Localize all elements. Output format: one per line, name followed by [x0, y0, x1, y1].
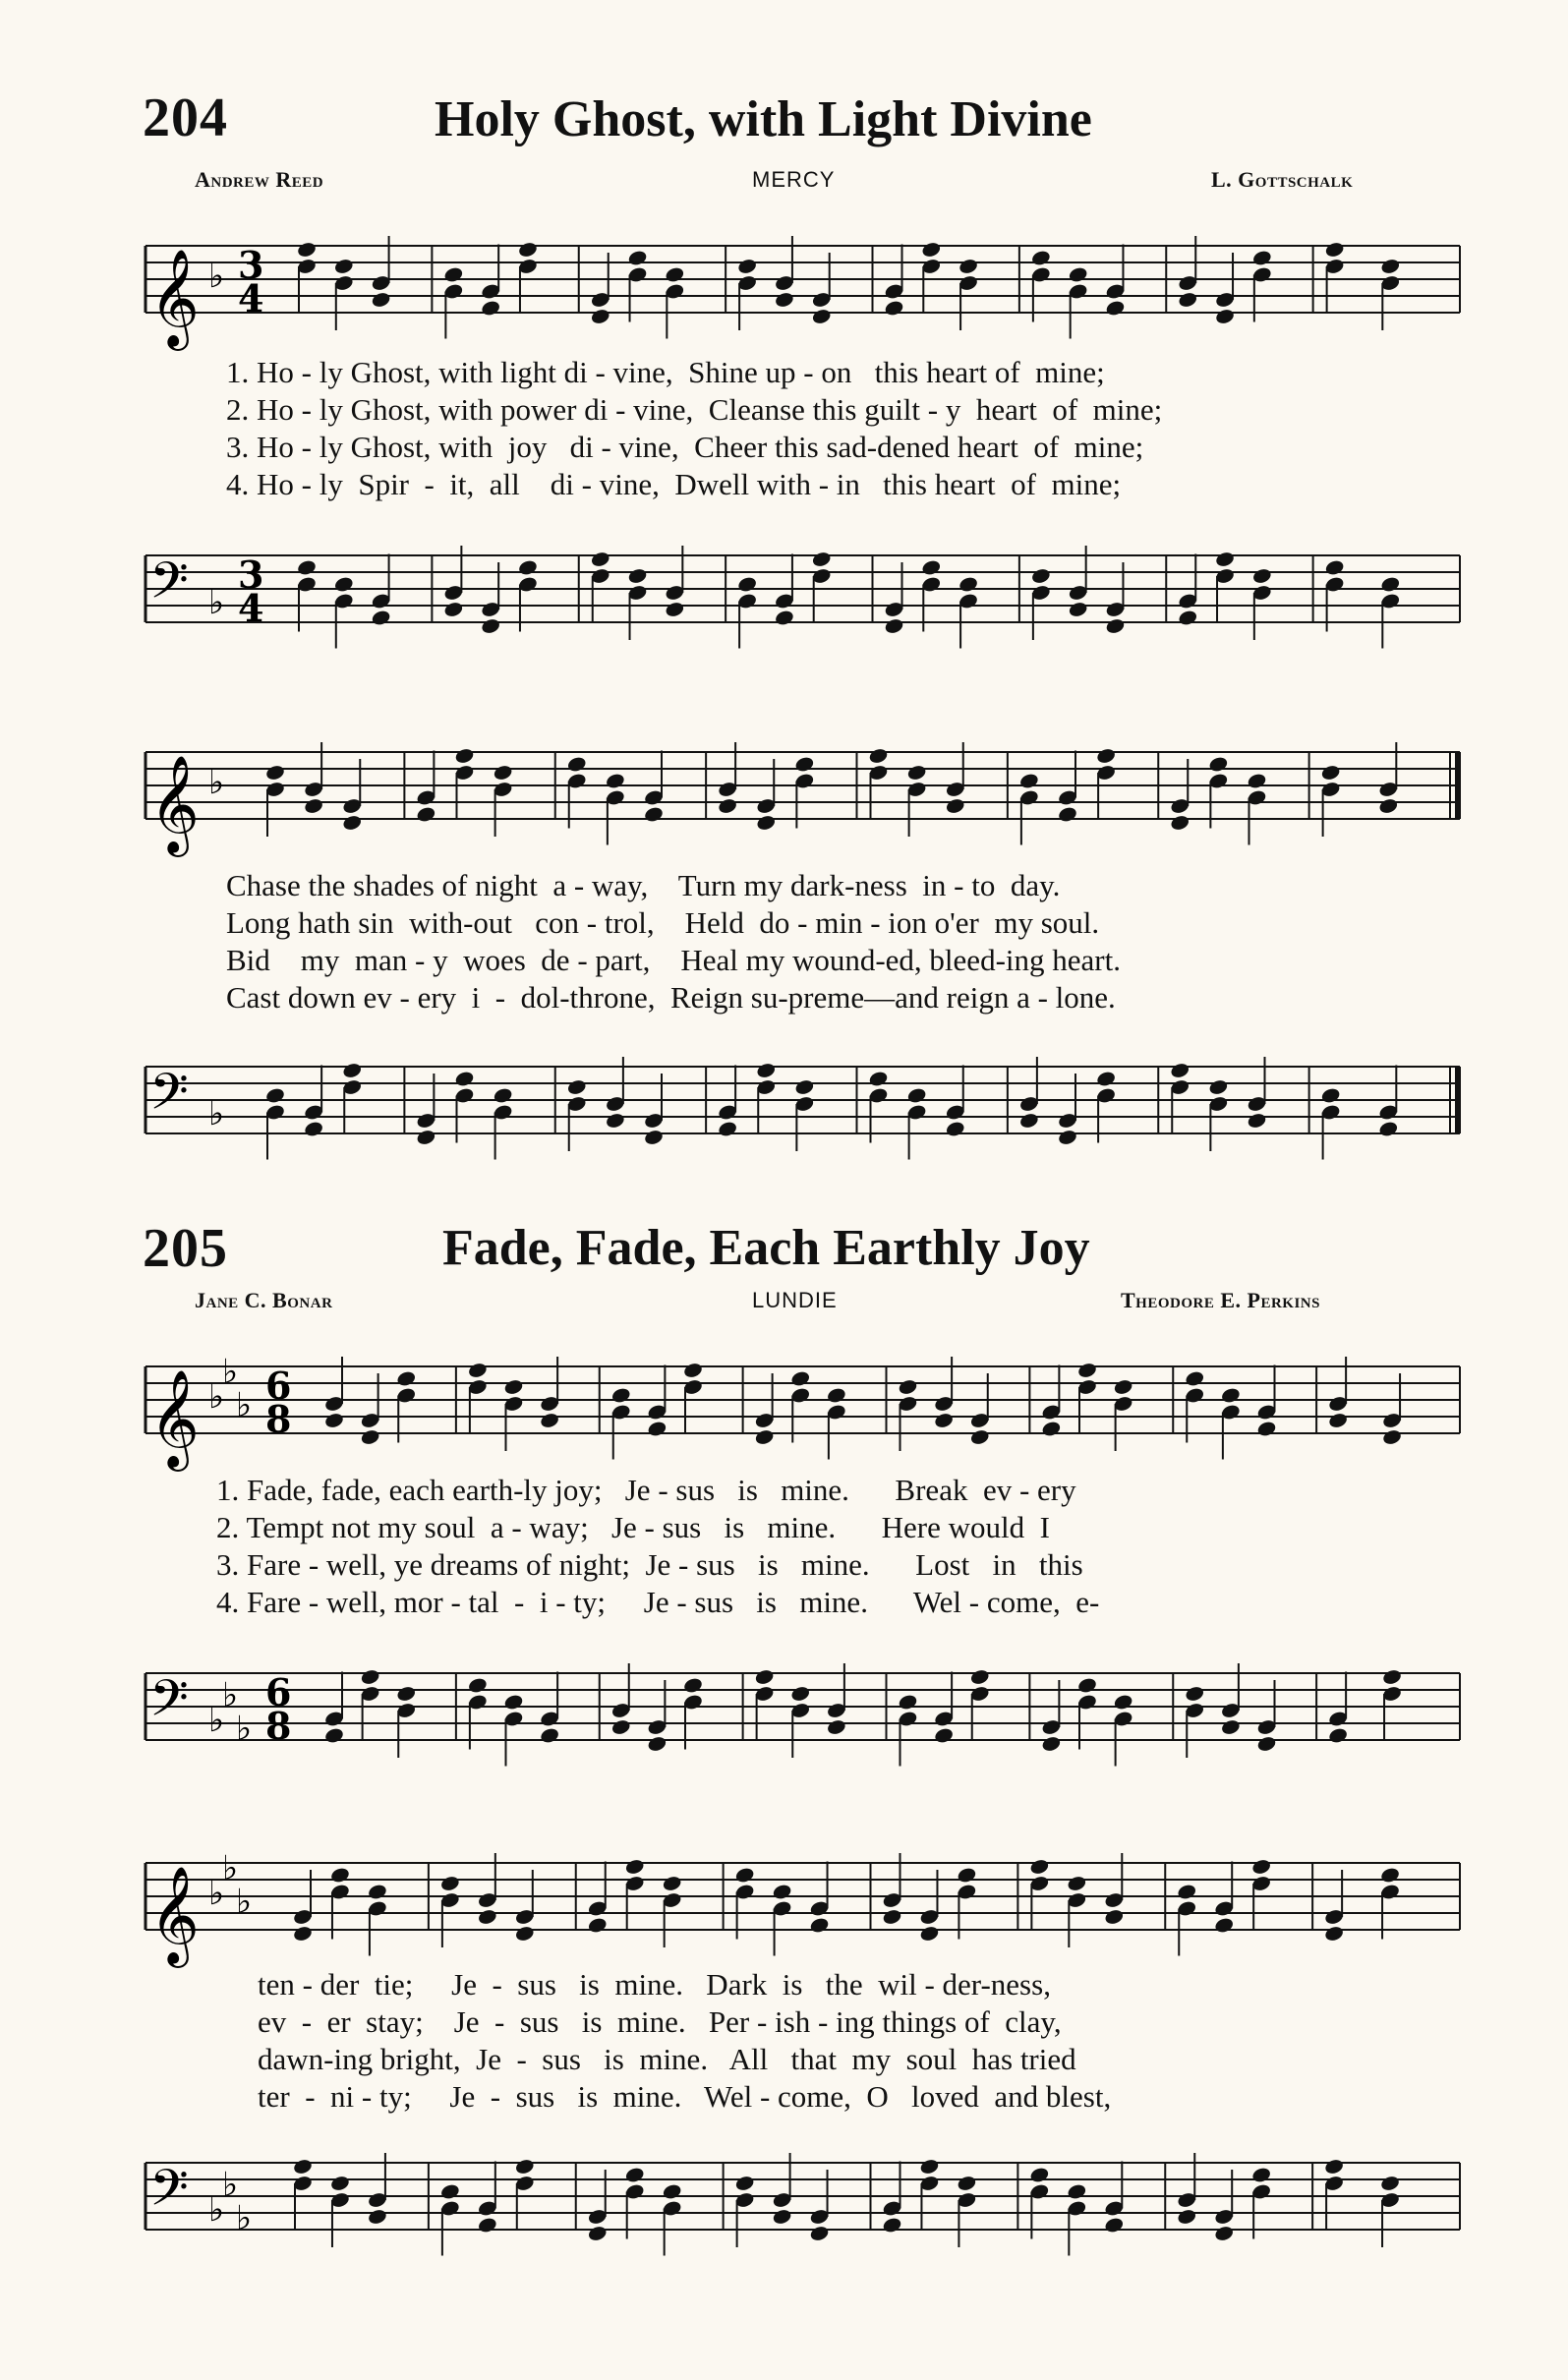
note-head: [1379, 1866, 1400, 1884]
note-head: [1251, 567, 1272, 585]
note-head: [503, 1378, 524, 1396]
note-head: [1104, 2216, 1125, 2234]
note-head: [503, 1693, 524, 1711]
note-head: [587, 2225, 608, 2242]
note-head: [610, 1386, 631, 1404]
note-head: [416, 805, 436, 823]
note-head: [1076, 1676, 1097, 1694]
note-head: [1185, 1685, 1205, 1703]
note-head: [1029, 2166, 1050, 2183]
tune-name: MERCY: [752, 167, 836, 192]
note-head: [682, 1362, 703, 1379]
note-head: [454, 1070, 475, 1087]
lyric-line: ten - der tie; Je - sus is mine. Dark is the wil - der-ness,: [258, 1967, 1051, 2002]
flat-icon: ♭: [222, 1848, 239, 1888]
flat-icon: ♭: [222, 1675, 239, 1715]
note-head: [756, 1062, 777, 1079]
author-credit: Andrew Reed: [195, 167, 324, 192]
note-head: [1327, 1412, 1348, 1429]
note-head: [1324, 558, 1345, 576]
note-head: [590, 308, 610, 325]
tune-name: LUNDIE: [752, 1288, 838, 1312]
lyric-line: ter - ni - ty; Je - sus is mine. Wel - come, O loved and blest,: [258, 2079, 1112, 2114]
note-head: [643, 805, 664, 823]
note-head: [921, 558, 942, 576]
note-head: [539, 1412, 559, 1429]
note-head: [480, 617, 500, 635]
note-head: [969, 1428, 990, 1446]
note-head: [811, 551, 832, 568]
note-head: [643, 1129, 664, 1146]
note-head: [772, 2208, 792, 2226]
note-head: [1381, 1668, 1402, 1686]
note-head: [756, 814, 777, 832]
note-head: [882, 2216, 902, 2234]
note-head: [292, 2158, 313, 2176]
lyric-line: Chase the shades of night a - way, Turn my dark-ness in - to day.: [226, 868, 1061, 902]
flat-icon: ♭: [236, 2198, 253, 2238]
note-head: [477, 1908, 497, 1926]
note-head: [945, 797, 965, 815]
note-head: [303, 1120, 323, 1137]
note-head: [774, 609, 794, 626]
note-head: [624, 1858, 645, 1876]
note-head: [264, 1086, 285, 1104]
note-head: [323, 1726, 344, 1744]
note-head: [1214, 308, 1235, 325]
note-head: [539, 1726, 559, 1744]
note-head: [1324, 241, 1345, 259]
note-head: [809, 1916, 830, 1934]
note-head: [1380, 258, 1401, 275]
hymn-number: 204: [143, 87, 228, 148]
note-head: [1178, 291, 1198, 309]
note-head: [921, 241, 942, 259]
note-head: [1380, 575, 1401, 593]
lyric-line: dawn-ing bright, Je - sus is mine. All that my soul has tried: [258, 2042, 1076, 2076]
note-head: [662, 1875, 682, 1892]
treble-clef-icon: 𝄞: [149, 1369, 200, 1468]
note-head: [794, 1078, 815, 1096]
note-head: [1247, 772, 1267, 789]
note-head: [296, 241, 317, 259]
lyric-line: ev - er stay; Je - sus is mine. Per - ish - ing things of clay,: [258, 2004, 1062, 2039]
flat-icon: ♭: [208, 1377, 225, 1417]
note-head: [1250, 2166, 1271, 2183]
note-head: [1170, 814, 1191, 832]
note-head: [665, 601, 685, 618]
note-head: [1177, 2208, 1197, 2226]
lyric-line: Long hath sin with-out con - trol, Held do - min - ion o'er my soul.: [226, 905, 1100, 940]
hymn-number: 205: [143, 1218, 228, 1279]
note-head: [627, 567, 648, 585]
note-head: [898, 1693, 918, 1711]
note-head: [1076, 1362, 1097, 1379]
hymn-title: Fade, Fade, Each Earthly Joy: [442, 1220, 1090, 1276]
note-head: [665, 265, 685, 283]
note-head: [1208, 1078, 1229, 1096]
note-head: [1320, 1086, 1341, 1104]
time-signature: 8: [265, 1704, 292, 1748]
note-head: [717, 1120, 737, 1137]
note-head: [826, 1718, 846, 1736]
note-head: [627, 249, 648, 266]
note-head: [717, 797, 737, 815]
note-head: [1068, 265, 1088, 283]
note-head: [329, 2175, 350, 2192]
note-head: [1378, 797, 1399, 815]
note-head: [1067, 2182, 1087, 2200]
note-head: [1247, 1112, 1267, 1130]
note-head: [906, 1086, 927, 1104]
lyric-line: 3. Ho - ly Ghost, with joy di - vine, Cheer this sad-dened heart of mine;: [226, 430, 1144, 464]
note-head: [493, 764, 513, 782]
note-head: [906, 764, 927, 782]
note-head: [514, 2158, 535, 2176]
note-head: [342, 1062, 363, 1079]
note-head: [1113, 1693, 1133, 1711]
composer-credit: Theodore E. Perkins: [1121, 1288, 1320, 1312]
note-head: [898, 1378, 918, 1396]
note-head: [624, 2166, 645, 2183]
note-head: [1323, 1925, 1344, 1943]
note-head: [416, 1129, 436, 1146]
hymn-title: Holy Ghost, with Light Divine: [435, 91, 1092, 147]
note-head: [296, 558, 317, 576]
note-head: [682, 1676, 703, 1694]
lyric-line: 2. Tempt not my soul a - way; Je - sus is mine. Here would I: [216, 1510, 1050, 1544]
note-head: [566, 1078, 587, 1096]
note-head: [754, 1668, 775, 1686]
note-head: [790, 1369, 811, 1387]
bass-clef-icon: 𝄢: [149, 551, 189, 622]
note-head: [1379, 2175, 1400, 2192]
note-head: [1067, 1875, 1087, 1892]
bass-staff: [138, 1047, 1475, 1155]
note-head: [933, 1412, 954, 1429]
note-head: [958, 575, 978, 593]
note-head: [826, 1386, 846, 1404]
bass-staff: [138, 2143, 1475, 2251]
note-head: [605, 1112, 625, 1130]
note-head: [933, 1726, 954, 1744]
flat-icon: ♭: [222, 2165, 239, 2205]
treble-clef-icon: 𝄞: [149, 755, 200, 853]
time-signature: 3: [238, 243, 264, 287]
treble-clef-icon: 𝄞: [149, 249, 200, 347]
note-head: [957, 1866, 977, 1884]
note-head: [1220, 1386, 1241, 1404]
note-head: [647, 1420, 668, 1437]
note-head: [333, 258, 354, 275]
note-head: [754, 1428, 775, 1446]
note-head: [1214, 2225, 1235, 2242]
time-signature: 6: [265, 1670, 292, 1714]
note-head: [734, 2175, 755, 2192]
note-head: [443, 265, 464, 283]
note-head: [439, 1875, 460, 1892]
note-head: [884, 299, 904, 317]
note-head: [454, 747, 475, 765]
note-head: [957, 2175, 977, 2192]
note-head: [647, 1735, 668, 1753]
time-signature: 6: [265, 1364, 292, 1408]
note-head: [1177, 1883, 1197, 1900]
time-signature: 4: [238, 276, 264, 320]
lyric-line: 1. Ho - ly Ghost, with light di - vine, Shine up - on this heart of mine;: [226, 355, 1105, 389]
bass-clef-icon: 𝄢: [149, 1062, 189, 1133]
note-head: [477, 2216, 497, 2234]
note-head: [367, 1883, 387, 1900]
note-head: [734, 1866, 755, 1884]
flat-icon: ♭: [208, 2190, 225, 2230]
note-head: [945, 1120, 965, 1137]
lyric-line: 1. Fade, fade, each earth-ly joy; Je - sus is mine. Break ev - ery: [216, 1473, 1076, 1507]
note-head: [1113, 1378, 1133, 1396]
note-head: [342, 814, 363, 832]
time-signature: 8: [265, 1397, 292, 1441]
lyric-line: 4. Fare - well, mor - tal - i - ty; Je - sus is mine. Wel - come, e-: [216, 1585, 1100, 1619]
note-head: [772, 1883, 792, 1900]
note-head: [360, 1668, 380, 1686]
note-head: [1018, 772, 1039, 789]
note-head: [736, 575, 757, 593]
bass-clef-icon: 𝄢: [149, 2158, 189, 2230]
lyric-line: 2. Ho - ly Ghost, with power di - vine, Cleanse this guilt - y heart of mine;: [226, 392, 1163, 427]
note-head: [1178, 609, 1198, 626]
flat-icon: ♭: [208, 1701, 225, 1740]
lyric-line: Bid my man - y woes de - part, Heal my wound-ed, bleed-ing heart.: [226, 943, 1121, 977]
note-head: [1095, 1070, 1116, 1087]
flat-icon: ♭: [208, 583, 225, 622]
lyric-line: 4. Ho - ly Spir - it, all di - vine, Dwell with - in this heart of mine;: [226, 467, 1122, 501]
note-head: [587, 1916, 608, 1934]
note-head: [1105, 617, 1126, 635]
note-head: [480, 299, 500, 317]
flat-icon: ♭: [236, 1709, 253, 1749]
note-head: [790, 1685, 811, 1703]
note-head: [884, 617, 904, 635]
note-head: [919, 2158, 940, 2176]
note-head: [371, 291, 391, 309]
note-head: [969, 1668, 990, 1686]
note-head: [517, 241, 538, 259]
treble-staff: [138, 732, 1475, 853]
note-head: [1030, 567, 1051, 585]
note-head: [809, 2225, 830, 2242]
note-head: [367, 2208, 387, 2226]
time-signature: 3: [238, 552, 264, 597]
note-head: [566, 755, 587, 773]
note-head: [610, 1718, 631, 1736]
note-head: [590, 551, 610, 568]
treble-staff: [138, 226, 1475, 347]
note-head: [1041, 1420, 1062, 1437]
note-head: [371, 609, 391, 626]
note-head: [1256, 1420, 1277, 1437]
note-head: [329, 1866, 350, 1884]
note-head: [303, 797, 323, 815]
note-head: [1057, 805, 1077, 823]
note-head: [1041, 1735, 1062, 1753]
treble-clef-icon: 𝄞: [149, 1866, 200, 1964]
note-head: [1068, 601, 1088, 618]
note-head: [1327, 1726, 1348, 1744]
note-head: [1018, 1112, 1039, 1130]
author-credit: Jane C. Bonar: [195, 1288, 333, 1312]
note-head: [605, 772, 625, 789]
note-head: [443, 601, 464, 618]
note-head: [1251, 249, 1272, 266]
note-head: [1208, 755, 1229, 773]
note-head: [439, 2182, 460, 2200]
note-head: [868, 1070, 889, 1087]
note-head: [1320, 764, 1341, 782]
note-head: [467, 1676, 488, 1694]
note-head: [1105, 299, 1126, 317]
flat-icon: ♭: [222, 1352, 239, 1392]
note-head: [736, 258, 757, 275]
note-head: [360, 1428, 380, 1446]
bass-staff: [138, 1654, 1475, 1762]
treble-staff: [138, 1843, 1475, 1964]
note-head: [517, 558, 538, 576]
note-head: [1030, 249, 1051, 266]
note-head: [333, 575, 354, 593]
flat-icon: ♭: [208, 1874, 225, 1913]
note-head: [811, 308, 832, 325]
note-head: [1170, 1062, 1191, 1079]
note-head: [794, 755, 815, 773]
note-head: [919, 1925, 940, 1943]
note-head: [1214, 551, 1235, 568]
note-head: [396, 1685, 417, 1703]
note-head: [1104, 1908, 1125, 1926]
note-head: [396, 1369, 417, 1387]
note-head: [882, 1908, 902, 1926]
treble-staff: [138, 1347, 1475, 1468]
note-head: [868, 747, 889, 765]
note-head: [1057, 1129, 1077, 1146]
note-head: [1095, 747, 1116, 765]
note-head: [1256, 1735, 1277, 1753]
composer-credit: L. Gottschalk: [1211, 167, 1354, 192]
note-head: [1214, 1916, 1235, 1934]
note-head: [1220, 1718, 1241, 1736]
note-head: [1185, 1369, 1205, 1387]
note-head: [493, 1086, 513, 1104]
flat-icon: ♭: [236, 1385, 253, 1425]
bass-clef-icon: 𝄢: [149, 1668, 189, 1740]
note-head: [1381, 1428, 1402, 1446]
flat-icon: ♭: [236, 1882, 253, 1922]
note-head: [514, 1925, 535, 1943]
note-head: [1323, 2158, 1344, 2176]
note-head: [662, 2182, 682, 2200]
flat-icon: ♭: [208, 1094, 225, 1133]
note-head: [264, 764, 285, 782]
flat-icon: ♭: [208, 257, 225, 296]
note-head: [323, 1412, 344, 1429]
note-head: [1250, 1858, 1271, 1876]
note-head: [1029, 1858, 1050, 1876]
note-head: [292, 1925, 313, 1943]
time-signature: 4: [238, 586, 264, 630]
note-head: [958, 258, 978, 275]
lyric-line: Cast down ev - ery i - dol-throne, Reign su-preme—and reign a - lone.: [226, 980, 1116, 1015]
note-head: [467, 1362, 488, 1379]
note-head: [774, 291, 794, 309]
lyric-line: 3. Fare - well, ye dreams of night; Je - sus is mine. Lost in this: [216, 1547, 1083, 1582]
flat-icon: ♭: [208, 763, 225, 802]
bass-staff: [138, 536, 1475, 644]
note-head: [1378, 1120, 1399, 1137]
